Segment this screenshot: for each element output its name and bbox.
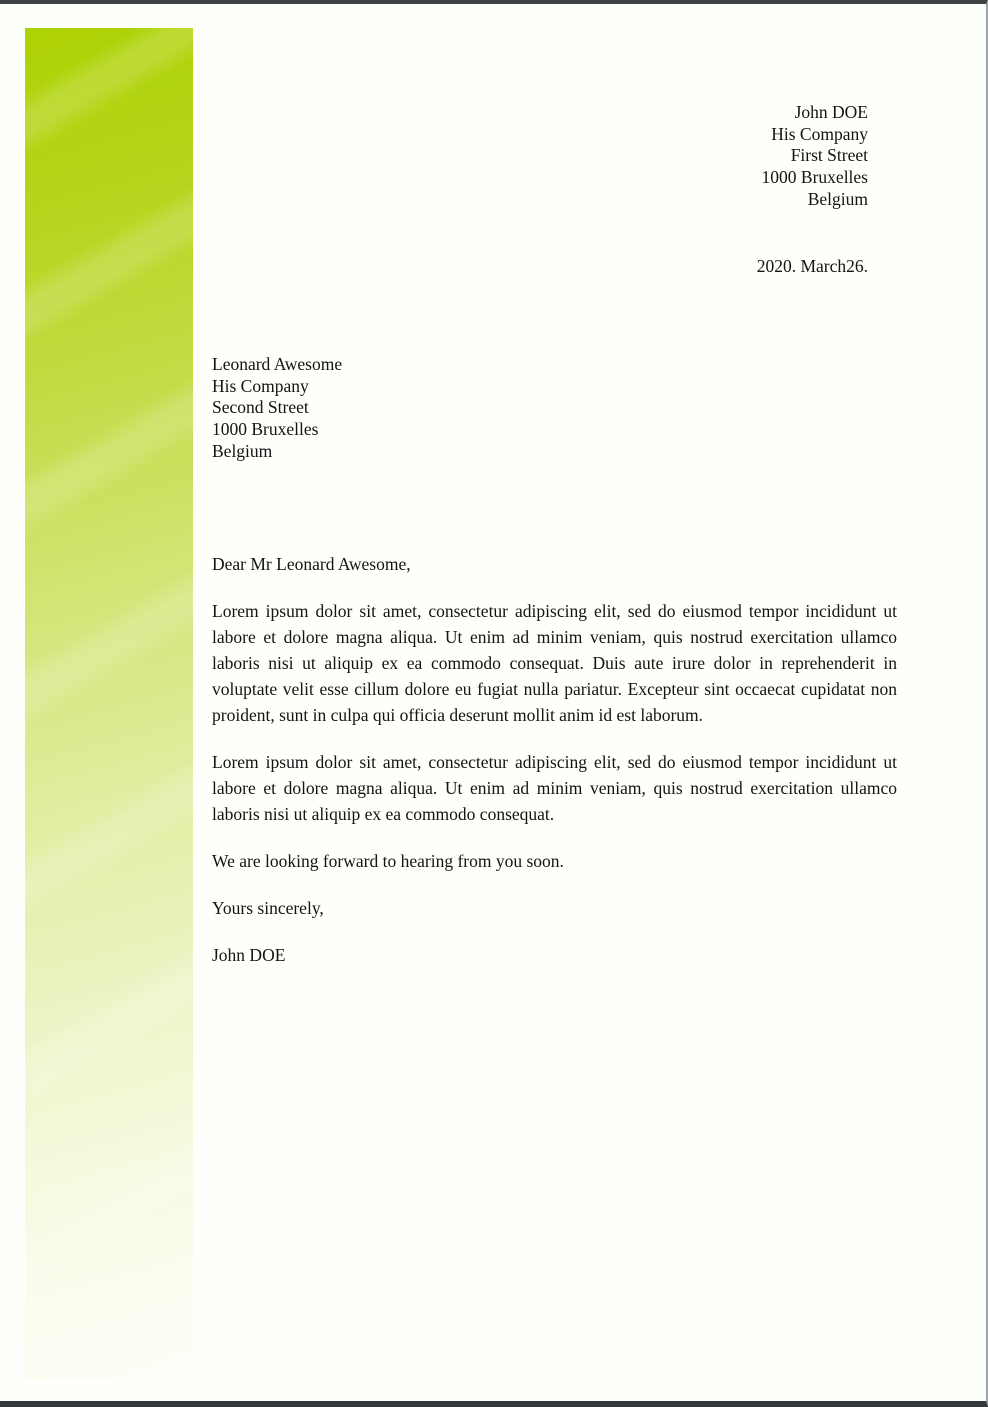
green-gradient-stripe xyxy=(25,28,193,1380)
closing-line: We are looking forward to hearing from you soon. xyxy=(212,851,564,871)
salutation: Dear Mr Leonard Awesome, xyxy=(212,554,411,574)
recipient-address-block xyxy=(212,354,342,463)
recipient-name: Leonard Awesome xyxy=(212,354,343,374)
valediction: Yours sincerely, xyxy=(212,898,324,918)
body-paragraph-1: Lorem ipsum dolor sit amet, consectetur adipiscing elit, sed do eiusmod tempor incididunt ut labore et dolore magna aliqua. Ut enim ad minim veniam, quis nostrud exercitation ullamco laboris nisi ut aliquip ex ea commodo consequat. Duis aute irure dolor in reprehenderit in voluptate velit esse cillum dolore eu fugiat nulla pariatur. Excepteur sint occaecat cupidatat non proident, sunt in culpa qui officia deserunt mollit anim id est laborum. xyxy=(212,601,897,725)
sender-street: First Street xyxy=(790,145,868,166)
body-paragraph-2: Lorem ipsum dolor sit amet, consectetur adipiscing elit, sed do eiusmod tempor incididunt ut labore et dolore magna aliqua. Ut enim ad minim veniam, quis nostrud exercitation ullamco laboris nisi ut aliquip ex ea commodo consequat. xyxy=(212,752,897,824)
sender-country: Belgium xyxy=(807,188,868,209)
date-line: 2020. March26. xyxy=(756,256,868,276)
sender-address-block xyxy=(762,102,868,211)
sender-company: His Company xyxy=(771,123,868,144)
recipient-city: 1000 Bruxelles xyxy=(212,419,319,440)
recipient-street: Second Street xyxy=(212,397,309,418)
recipient-company: His Company xyxy=(212,375,309,396)
recipient-country: Belgium xyxy=(212,440,273,461)
signature: John DOE xyxy=(212,945,286,965)
letter-body xyxy=(212,551,897,989)
sender-name: John DOE xyxy=(794,102,868,122)
sender-city: 1000 Bruxelles xyxy=(761,167,868,188)
